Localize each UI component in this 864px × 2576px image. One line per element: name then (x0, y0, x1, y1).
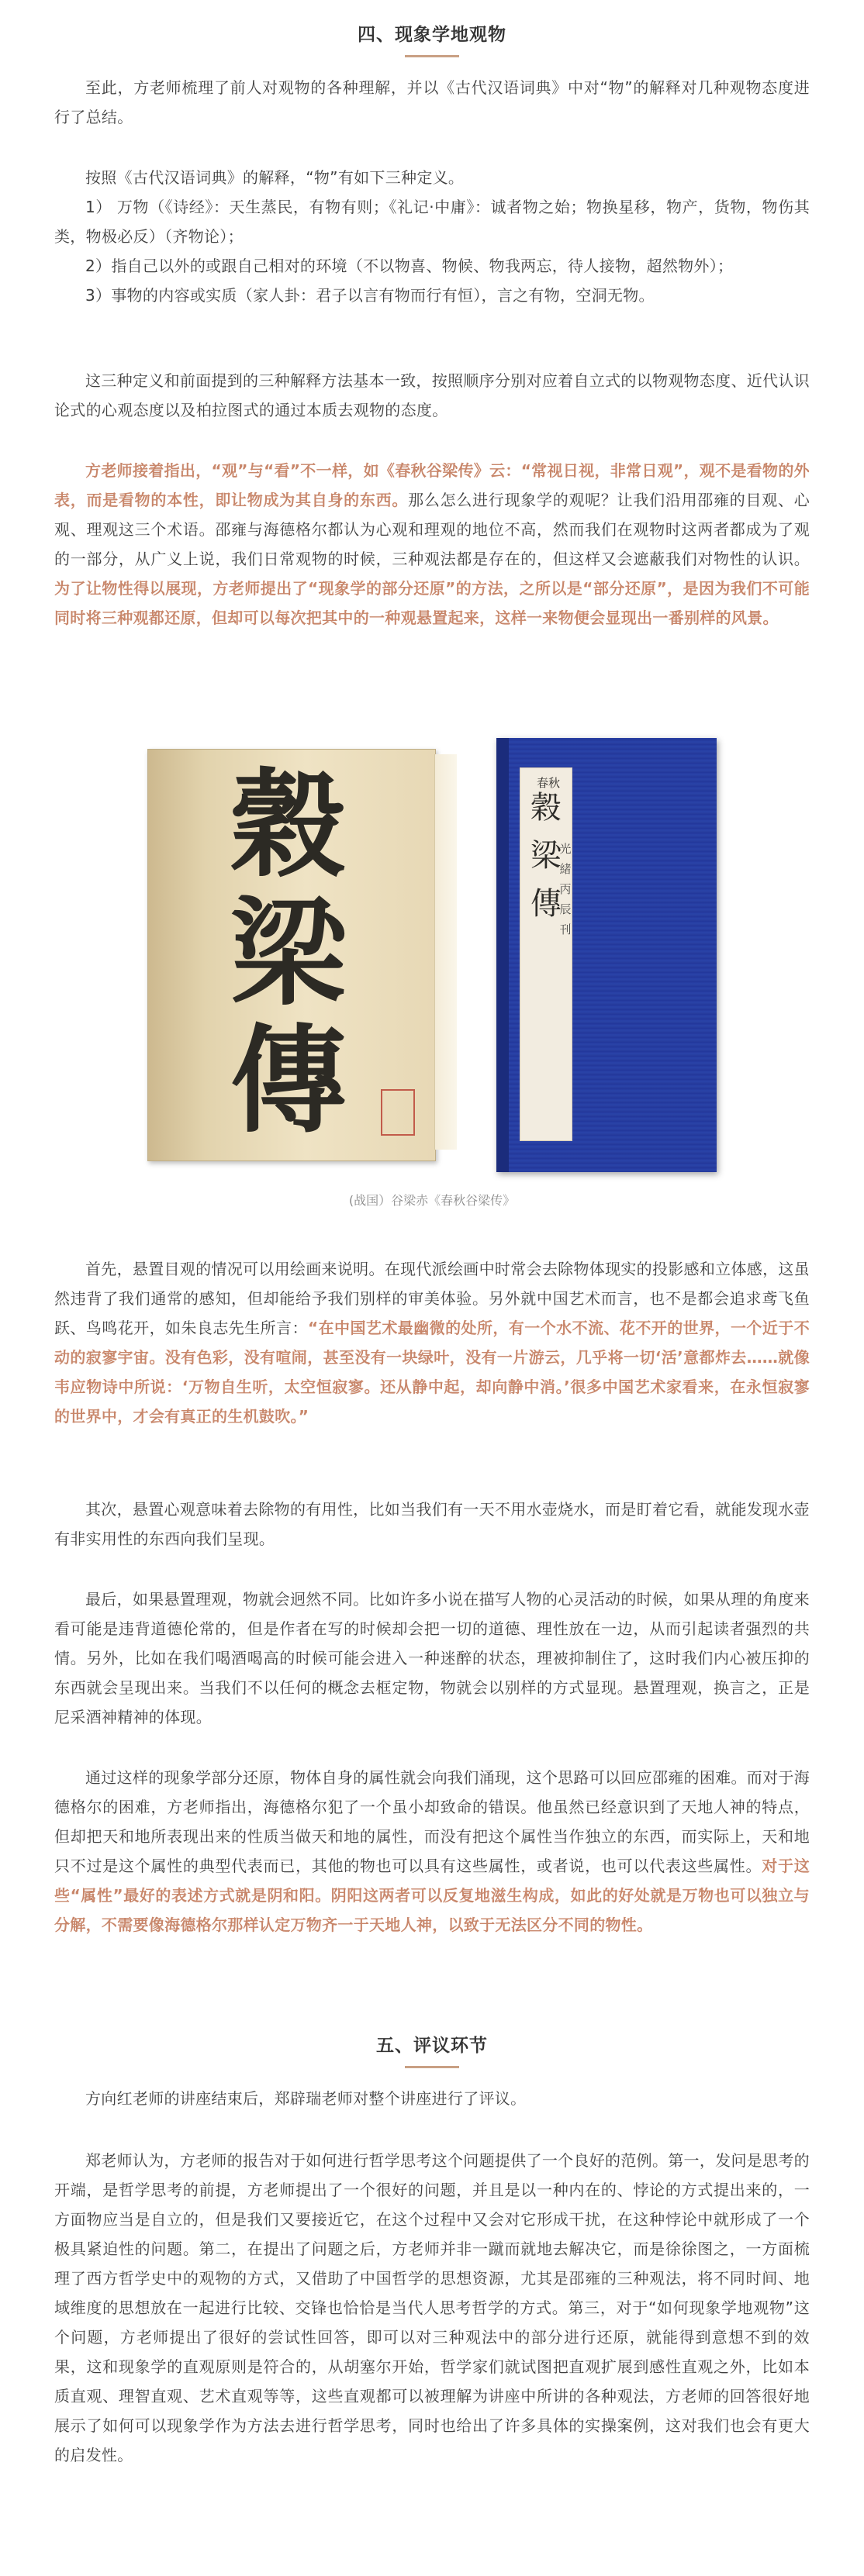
paragraph-commentary: 郑老师认为，方老师的报告对于如何进行哲学思考这个问题提供了一个良好的范例。第一，发问是思考的开端，是哲学思考的前提，方老师提出了一个很好的问题，并且是以一种内在的、悖论的方式提出来的，一方面物应当是自立的，但是我们又要接近它，在这个过程中又会对它形成干扰，在这种悖论中就形成了一个极具紧迫性的问题。第二，在提出了问题之后，方老师并非一蹴而就地去解决它，而是徐徐图之，一方面梳理了西方哲学史中的观物的方式，又借助了中国哲学的思想资源，尤其是邵雍的三种观法，将不同时间、地域维度的思想放在一起进行比较、交锋也恰恰是当代人思考哲学的方式。第三，对于“如何现象学地观物”这个问题，方老师提出了很好的尝试性回答，即可以对三种观法中的部分进行还原，就能得到意想不到的效果，这和现象学的直观原则是符合的，从胡塞尔开始，哲学家们就试图把直观扩展到感性直观之外，比如本质直观、理智直观、艺术直观等等，这些直观都可以被理解为讲座中所讲的各种观法，方老师的回答很好地展示了如何可以现象学作为方法去进行哲学思考，同时也给出了许多具体的实操案例，这对我们也会有更大的启发性。 (54, 2151, 810, 2464)
book-cover-left (147, 749, 436, 1161)
paragraph-shao-yong: 那么怎么进行现象学的观呢？让我们沿用邵雍的目观、心观、理观这三个术语。邵雍与海德格尔都认为心观和理观的地位不高，然而我们在观物时这两者都成为了观的一部分，从广义上说，我们日常观物的时候，三种观法都是存在的，但这样又会遮蔽我们对物性的认识。 (54, 491, 810, 568)
book-binding (496, 738, 509, 1172)
paragraph-partial-reduction-result: 通过这样的现象学部分还原，物体自身的属性就会向我们涌现，这个思路可以回应邵雍的困难。而对于海德格尔的困难，方老师指出，海德格尔犯了一个虽小却致命的错误。他虽然已经意识到了天地人神的特点，但却把天和地所表现出来的性质当做天和地的属性，而没有把这个属性当作独立的东西，而实际上，天和地只不过是这个属性的典型代表而已，其他的物也可以具有这些属性，或者说，也可以代表这些属性。 (54, 1768, 810, 1875)
section-title-4-text: 四、现象学地观物 (358, 25, 506, 45)
figure-caption: (战国）谷梁赤《春秋谷梁传》 (348, 1193, 516, 1208)
label-char-3: 傳 (530, 886, 562, 922)
title-underline-5 (405, 2066, 459, 2068)
book-page-edge (434, 754, 457, 1150)
paragraph-suspend-mind: 其次，悬置心观意味着去除物的有用性，比如当我们有一天不用水壶烧水，而是盯着它看，就能发现水壶有非实用性的东西向我们呈现。 (54, 1500, 810, 1548)
highlight-zhu-liangzhi-quote: “在中国艺术最幽微的处所，有一个水不流、花不开的世界，一个近于不动的寂寥宇宙。没有色彩，没有喧闹，甚至没有一块绿叶，没有一片游云，几乎将一切‘活’意都炸去……就像韦应物诗中所说：‘万物自生听，太空恒寂寥。还从静中起，却向静中消。’很多中国艺术家看来，在永恒寂寥的世界中，才会有真正的生机鼓吹。” (54, 1319, 810, 1426)
book-cover-right (496, 738, 717, 1172)
label-char-1: 穀 (530, 790, 562, 826)
definition-list (54, 163, 810, 310)
highlight-partial-reduction: 为了让物性得以展现，方老师提出了“现象学的部分还原”的方法，之所以是“部分还原”，是因为我们不可能同时将三种观都还原，但却可以每次把其中的一种观悬置起来，这样一来物便会显现出一番别样的风景。 (54, 579, 810, 627)
label-edition: 光緒丙辰刊 (559, 842, 572, 936)
paragraph-commentary-intro: 方向红老师的讲座结束后，郑辟瑞老师对整个讲座进行了评议。 (85, 2089, 527, 2108)
title-label-strip (520, 767, 572, 1141)
red-seal-stamp (381, 1089, 415, 1136)
highlight-yin-yang: 对于这些“属性”最好的表述方式就是阴和阳。阴阳这两者可以反复地滋生构成，如此的好处就是万物也可以独立与分解，不需要像海德格尔那样认定万物齐一于天地人神，以致于无法区分不同的物性。 (54, 1857, 810, 1934)
title-underline (405, 55, 459, 57)
paragraph-heidegger (54, 1763, 810, 1940)
paragraph-painting: 首先，悬置目观的情况可以用绘画来说明。在现代派绘画中时常会去除物体现实的投影感和立体感，这虽然违背了我们通常的感知，但却能给予我们别样的审美体验。另外就中国艺术而言，也不是都会追求鸢飞鱼跃、鸟鸣花开，如朱良志先生所言： (54, 1260, 810, 1337)
paragraph-intro: 至此，方老师梳理了前人对观物的各种理解，并以《古代汉语词典》中对“物”的解释对几种观物态度进行了总结。 (54, 78, 810, 126)
section-title-4 (54, 20, 810, 57)
definition-2: 2）指自己以外的或跟自己相对的环境（不以物喜、物候、物我两忘，待人接物，超然物外）； (85, 257, 734, 275)
book-photo (147, 738, 717, 1172)
definition-1: 1） 万物（《诗经》：天生蒸民，有物有则；《礼记·中庸》：诚者物之始；物换星移，物产，货物，物伤其类，物极必反）（齐物论）； (54, 198, 810, 246)
paragraph-suspend-eye (54, 1254, 810, 1431)
calligraphy-char-1: 穀 (230, 757, 347, 893)
section-title-5 (54, 2031, 810, 2068)
section-title-5-text: 五、评议环节 (376, 2036, 488, 2056)
definition-intro: 按照《古代汉语词典》的解释，“物”有如下三种定义。 (85, 168, 465, 187)
paragraph-phenomenological-view (54, 456, 810, 633)
calligraphy-char-2: 梁 (230, 885, 347, 1022)
paragraph-suspend-reason: 最后，如果悬置理观，物就会迥然不同。比如许多小说在描写人物的心灵活动的时候，如果从理的角度来看可能是违背道德伦常的，但是作者在写的时候却会把一切的道德、理性放在一边，从而引起读者强烈的共情。另外，比如在我们喝酒喝高的时候可能会进入一种迷醉的状态，理被抑制住了，这时我们内心被压抑的东西就会呈现出来。当我们不以任何的概念去框定物，物就会以别样的方式显现。悬置理观，换言之，正是尼采酒神精神的体现。 (54, 1590, 810, 1726)
label-char-2: 梁 (530, 838, 562, 874)
label-top-text: 春秋 (536, 776, 560, 790)
highlight-guan-vs-kan: 方老师接着指出，“观”与“看”不一样，如《春秋谷梁传》云：“常视日视，非常日观”，观不是看物的外表，而是看物的本性，即让物成为其自身的东西。 (54, 461, 810, 509)
paragraph-three-definitions: 这三种定义和前面提到的三种解释方法基本一致，按照顺序分别对应着自立式的以物观物态度、近代认识论式的心观态度以及柏拉图式的通过本质去观物的态度。 (54, 371, 810, 419)
calligraphy-char-3: 傳 (230, 1012, 347, 1149)
definition-3: 3）事物的内容或实质（家人卦：君子以言有物而行有恒），言之有物，空洞无物。 (85, 286, 655, 305)
